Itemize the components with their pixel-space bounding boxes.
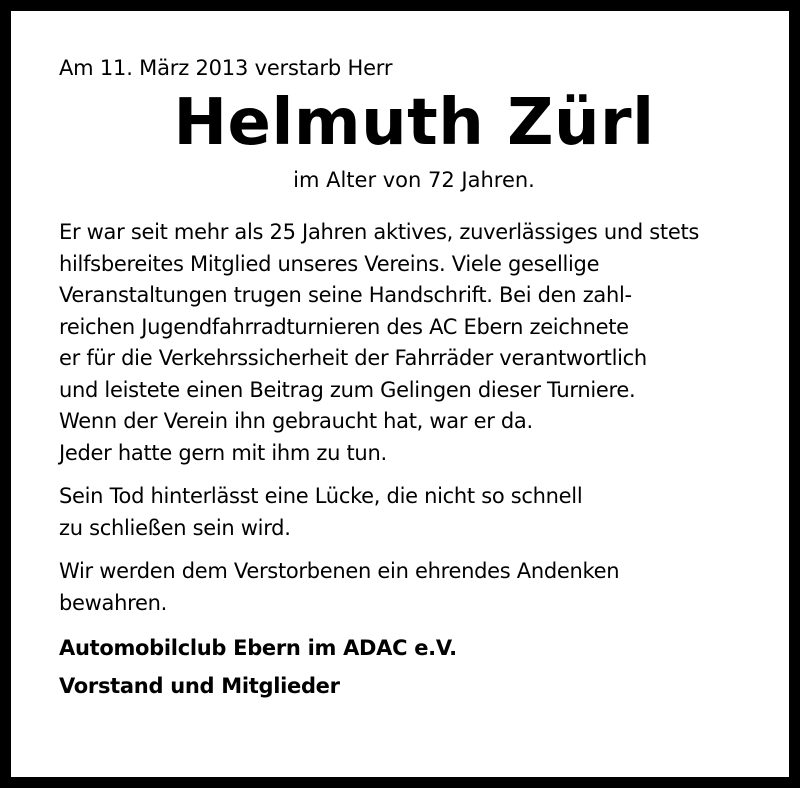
age-text: im Alter von 72 Jahren. <box>293 168 535 192</box>
intro-text: Am 11. März 2013 verstarb Herr <box>59 56 393 80</box>
text-line: Veranstaltungen trugen seine Handschrift. Bei den zahl- <box>59 283 632 307</box>
text-line: zu schließen sein wird. <box>59 515 291 540</box>
paragraph-tribute <box>59 217 769 469</box>
paragraph-loss <box>59 481 769 544</box>
text-line: Wenn der Verein ihn gebraucht hat, war er da. <box>59 409 533 433</box>
text-line: Jeder hatte gern mit ihm zu tun. <box>59 440 387 465</box>
text-line: und leistete einen Beitrag zum Gelingen dieser Turniere. <box>59 377 636 402</box>
text-line: bewahren. <box>59 590 167 615</box>
signature-block <box>59 629 769 705</box>
text-line: er für die Verkehrssicherheit der Fahrräder verantwortlich <box>59 346 647 370</box>
signature-group: Vorstand und Mitglieder <box>59 674 340 698</box>
notice-content <box>59 53 769 705</box>
text-line: Wir werden dem Verstorbenen ein ehrendes Andenken <box>59 559 620 583</box>
paragraph-remembrance <box>59 556 769 619</box>
text-line: Sein Tod hinterlässt eine Lücke, die nicht so schnell <box>59 484 583 508</box>
text-line: hilfsbereites Mitglied unseres Vereins. Viele gesellige <box>59 251 600 276</box>
signature-organization: Automobilclub Ebern im ADAC e.V. <box>59 636 457 660</box>
text-line: reichen Jugendfahrradturnieren des AC Ebern zeichnete <box>59 314 629 339</box>
text-line: Er war seit mehr als 25 Jahren aktives, zuverlässiges und stets <box>59 220 700 244</box>
deceased-name: Helmuth Zürl <box>173 86 655 160</box>
